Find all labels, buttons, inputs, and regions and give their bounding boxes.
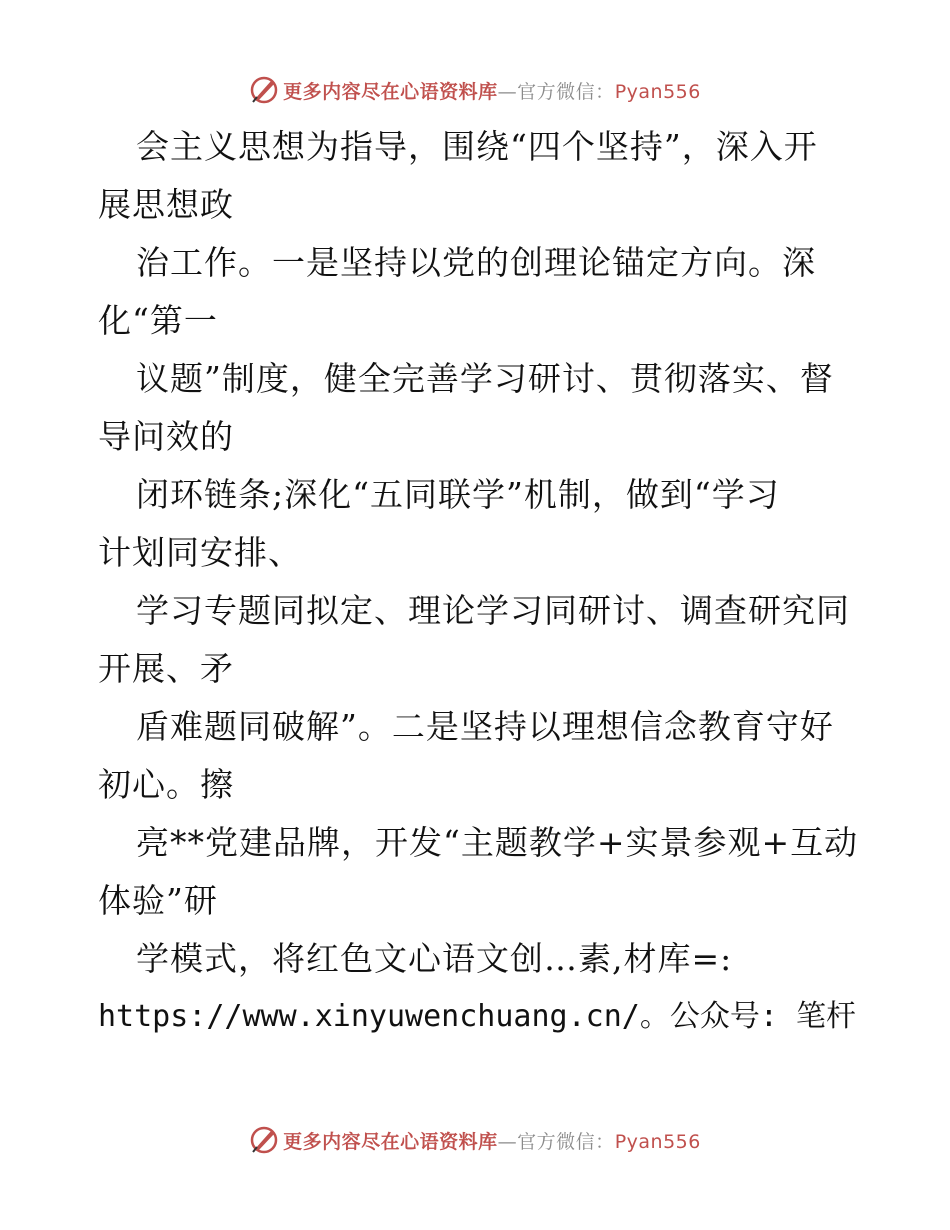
text-line: 展思想政 [98,185,234,224]
text-line: 治工作。一是坚持以党的创理论锚定方向。深 [136,243,816,282]
footer-wechat-id: Pyan556 [614,1130,701,1153]
text-line: 开展、矛 [98,649,234,688]
header-official-label: —官方微信： [497,80,615,103]
text-line: 学习专题同拟定、理论学习同研讨、调查研究同 [136,591,850,630]
quill-pen-logo-icon [249,1125,279,1155]
document-body [98,118,858,1046]
header-banner [0,70,950,110]
header-brand-text: 更多内容尽在心语资料库 [283,80,498,103]
text-line: 亮**党建品牌，开发“主题教学+实景参观+互动 [136,823,859,862]
text-line: 议题”制度，健全完善学习研讨、贯彻落实、督 [136,359,834,398]
text-line: 化“第一 [98,301,218,340]
text-line: 计划同安排、 [98,533,302,572]
text-line: 导问效的 [98,417,234,456]
text-line: 会主义思想为指导，围绕“四个坚持”，深入开 [136,127,818,166]
url-text-line: https://www.xinyuwenchuang.cn/。公众号: 笔杆 [98,999,856,1034]
text-line: 闭环链条;深化“五同联学”机制，做到“学习 [136,475,780,514]
footer-official-label: —官方微信： [497,1130,615,1153]
footer-brand-text: 更多内容尽在心语资料库 [283,1130,498,1153]
text-line: 盾难题同破解”。二是坚持以理想信念教育守好 [136,707,834,746]
text-line: 学模式，将红色文心语文创…素,材库=: [136,939,733,978]
text-line: 初心。擦 [98,765,234,804]
footer-banner-text [283,1127,701,1154]
text-line: 体验”研 [98,881,218,920]
header-banner-text [283,77,701,104]
header-wechat-id: Pyan556 [614,80,701,103]
quill-pen-logo-icon [249,75,279,105]
footer-banner [0,1120,950,1160]
